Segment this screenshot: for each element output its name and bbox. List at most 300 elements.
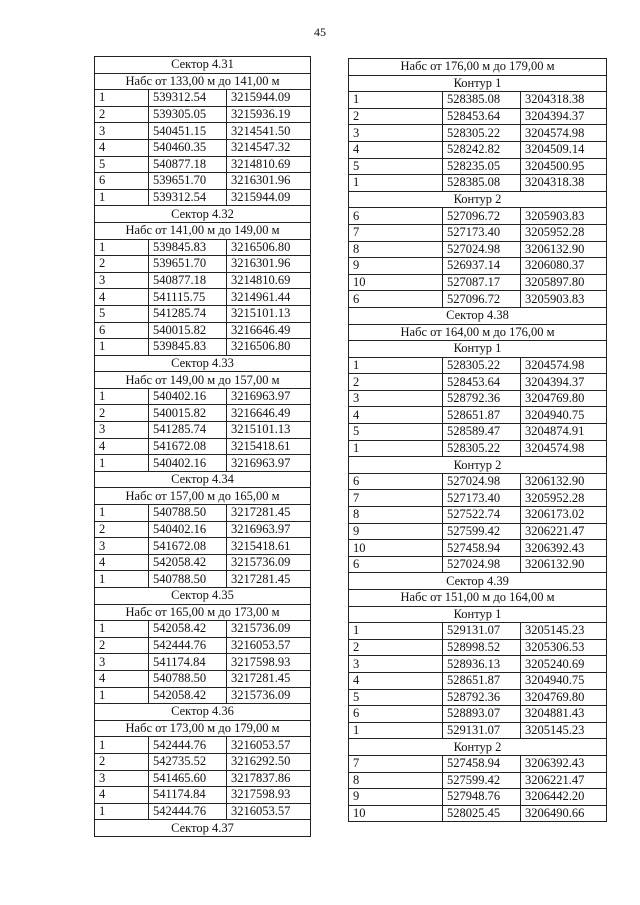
- y-coordinate: 3214810.69: [227, 156, 311, 173]
- coordinate-row: [95, 405, 311, 422]
- point-number: 10: [349, 805, 443, 822]
- coordinate-row: [95, 90, 311, 107]
- section-header: Сектор 4.39: [349, 573, 607, 590]
- section-header-row: [349, 739, 607, 756]
- coordinate-row: [95, 305, 311, 322]
- y-coordinate: 3204940.75: [521, 407, 607, 424]
- left-coordinates-table: [94, 56, 311, 837]
- x-coordinate: 539312.54: [149, 189, 227, 206]
- point-number: 2: [95, 521, 149, 538]
- y-coordinate: 3215944.09: [227, 189, 311, 206]
- coordinate-row: [95, 173, 311, 190]
- y-coordinate: 3205240.69: [521, 656, 607, 673]
- coordinate-row: [95, 571, 311, 588]
- point-number: 2: [349, 639, 443, 656]
- coordinate-row: [95, 139, 311, 156]
- section-header: Набс от 141,00 м до 149,00 м: [95, 222, 311, 239]
- point-number: 3: [349, 390, 443, 407]
- point-number: 2: [349, 374, 443, 391]
- x-coordinate: 540788.50: [149, 670, 227, 687]
- section-header: Набс от 173,00 м до 179,00 м: [95, 720, 311, 737]
- coordinate-row: [349, 507, 607, 524]
- y-coordinate: 3204318.38: [521, 175, 607, 192]
- coordinate-row: [349, 706, 607, 723]
- x-coordinate: 528589.47: [443, 424, 521, 441]
- y-coordinate: 3216646.49: [227, 322, 311, 339]
- x-coordinate: 540402.16: [149, 455, 227, 472]
- x-coordinate: 528453.64: [443, 108, 521, 125]
- coordinate-row: [95, 687, 311, 704]
- section-header-row: [95, 604, 311, 621]
- x-coordinate: 527024.98: [443, 473, 521, 490]
- coordinate-row: [95, 521, 311, 538]
- x-coordinate: 528305.22: [443, 125, 521, 142]
- x-coordinate: 528235.05: [443, 158, 521, 175]
- x-coordinate: 542058.42: [149, 621, 227, 638]
- x-coordinate: 528025.45: [443, 805, 521, 822]
- point-number: 5: [349, 689, 443, 706]
- point-number: 1: [95, 388, 149, 405]
- point-number: 4: [349, 141, 443, 158]
- coordinate-row: [349, 722, 607, 739]
- y-coordinate: 3204318.38: [521, 92, 607, 109]
- point-number: 3: [95, 654, 149, 671]
- point-number: 3: [349, 656, 443, 673]
- point-number: 4: [95, 787, 149, 804]
- y-coordinate: 3206132.90: [521, 556, 607, 573]
- coordinate-row: [95, 123, 311, 140]
- point-number: 4: [349, 407, 443, 424]
- point-number: 3: [95, 770, 149, 787]
- point-number: 3: [95, 123, 149, 140]
- coordinate-row: [349, 357, 607, 374]
- coordinate-row: [95, 554, 311, 571]
- y-coordinate: 3206221.47: [521, 772, 607, 789]
- y-coordinate: 3206442.20: [521, 789, 607, 806]
- x-coordinate: 540402.16: [149, 388, 227, 405]
- coordinate-row: [95, 156, 311, 173]
- point-number: 6: [95, 173, 149, 190]
- section-header: Сектор 4.33: [95, 355, 311, 372]
- y-coordinate: 3215736.09: [227, 554, 311, 571]
- x-coordinate: 528792.36: [443, 689, 521, 706]
- point-number: 10: [349, 540, 443, 557]
- coordinate-row: [95, 455, 311, 472]
- point-number: 4: [95, 438, 149, 455]
- point-number: 6: [349, 291, 443, 308]
- y-coordinate: 3214547.32: [227, 139, 311, 156]
- y-coordinate: 3204500.95: [521, 158, 607, 175]
- section-header: Сектор 4.34: [95, 471, 311, 488]
- section-header-row: [349, 324, 607, 341]
- coordinate-row: [349, 540, 607, 557]
- y-coordinate: 3205952.28: [521, 224, 607, 241]
- point-number: 8: [349, 507, 443, 524]
- y-coordinate: 3215936.19: [227, 106, 311, 123]
- coordinate-row: [95, 621, 311, 638]
- y-coordinate: 3216506.80: [227, 339, 311, 356]
- y-coordinate: 3204874.91: [521, 424, 607, 441]
- y-coordinate: 3216053.57: [227, 637, 311, 654]
- section-header-row: [349, 573, 607, 590]
- x-coordinate: 528998.52: [443, 639, 521, 656]
- point-number: 9: [349, 523, 443, 540]
- point-number: 2: [95, 106, 149, 123]
- x-coordinate: 528893.07: [443, 706, 521, 723]
- x-coordinate: 527096.72: [443, 291, 521, 308]
- x-coordinate: 540015.82: [149, 405, 227, 422]
- section-header: Сектор 4.35: [95, 588, 311, 605]
- y-coordinate: 3216053.57: [227, 737, 311, 754]
- point-number: 1: [95, 455, 149, 472]
- point-number: 1: [95, 339, 149, 356]
- coordinate-row: [349, 789, 607, 806]
- y-coordinate: 3216963.97: [227, 388, 311, 405]
- point-number: 5: [95, 156, 149, 173]
- section-header-row: [95, 704, 311, 721]
- x-coordinate: 527173.40: [443, 224, 521, 241]
- coordinate-row: [349, 208, 607, 225]
- x-coordinate: 541672.08: [149, 438, 227, 455]
- section-header-row: [349, 307, 607, 324]
- x-coordinate: 527599.42: [443, 523, 521, 540]
- section-header: Контур 2: [349, 457, 607, 474]
- coordinate-row: [349, 490, 607, 507]
- x-coordinate: 539651.70: [149, 173, 227, 190]
- coordinate-row: [95, 737, 311, 754]
- point-number: 9: [349, 258, 443, 275]
- right-coordinates-table: [348, 58, 607, 822]
- y-coordinate: 3204940.75: [521, 672, 607, 689]
- section-header-row: [95, 57, 311, 74]
- point-number: 3: [95, 422, 149, 439]
- y-coordinate: 3204769.80: [521, 390, 607, 407]
- y-coordinate: 3205145.23: [521, 722, 607, 739]
- coordinate-row: [349, 755, 607, 772]
- x-coordinate: 528651.87: [443, 672, 521, 689]
- coordinate-row: [95, 787, 311, 804]
- x-coordinate: 528305.22: [443, 440, 521, 457]
- coordinate-row: [95, 637, 311, 654]
- point-number: 2: [95, 256, 149, 273]
- point-number: 7: [349, 224, 443, 241]
- section-header: Контур 2: [349, 191, 607, 208]
- page-number: 45: [314, 25, 326, 39]
- y-coordinate: 3215418.61: [227, 538, 311, 555]
- coordinate-row: [349, 125, 607, 142]
- x-coordinate: 540015.82: [149, 322, 227, 339]
- x-coordinate: 542735.52: [149, 753, 227, 770]
- coordinate-row: [349, 141, 607, 158]
- x-coordinate: 527096.72: [443, 208, 521, 225]
- y-coordinate: 3216301.96: [227, 256, 311, 273]
- y-coordinate: 3205903.83: [521, 208, 607, 225]
- y-coordinate: 3217281.45: [227, 505, 311, 522]
- point-number: 5: [95, 305, 149, 322]
- coordinate-row: [349, 772, 607, 789]
- point-number: 4: [95, 554, 149, 571]
- coordinate-row: [349, 639, 607, 656]
- point-number: 5: [349, 158, 443, 175]
- point-number: 2: [95, 753, 149, 770]
- y-coordinate: 3214961.44: [227, 289, 311, 306]
- point-number: 6: [349, 208, 443, 225]
- point-number: 1: [95, 687, 149, 704]
- section-header-row: [95, 820, 311, 837]
- x-coordinate: 539312.54: [149, 90, 227, 107]
- y-coordinate: 3204394.37: [521, 374, 607, 391]
- x-coordinate: 541285.74: [149, 422, 227, 439]
- x-coordinate: 527948.76: [443, 789, 521, 806]
- point-number: 1: [95, 505, 149, 522]
- section-header-row: [95, 206, 311, 223]
- x-coordinate: 542058.42: [149, 554, 227, 571]
- coordinate-row: [349, 424, 607, 441]
- point-number: 4: [95, 139, 149, 156]
- point-number: 1: [349, 722, 443, 739]
- section-header-row: [95, 488, 311, 505]
- x-coordinate: 540877.18: [149, 156, 227, 173]
- coordinate-row: [95, 272, 311, 289]
- y-coordinate: 3204881.43: [521, 706, 607, 723]
- y-coordinate: 3217281.45: [227, 571, 311, 588]
- coordinate-row: [349, 108, 607, 125]
- point-number: 1: [95, 803, 149, 820]
- x-coordinate: 527087.17: [443, 274, 521, 291]
- point-number: 1: [349, 623, 443, 640]
- point-number: 1: [95, 189, 149, 206]
- section-header: Контур 1: [349, 606, 607, 623]
- x-coordinate: 527599.42: [443, 772, 521, 789]
- y-coordinate: 3206221.47: [521, 523, 607, 540]
- section-header: Набс от 149,00 м до 157,00 м: [95, 372, 311, 389]
- y-coordinate: 3214541.50: [227, 123, 311, 140]
- section-header-row: [95, 588, 311, 605]
- y-coordinate: 3216506.80: [227, 239, 311, 256]
- section-header: Контур 1: [349, 341, 607, 358]
- coordinate-row: [349, 440, 607, 457]
- point-number: 3: [349, 125, 443, 142]
- section-header-row: [95, 720, 311, 737]
- point-number: 2: [95, 405, 149, 422]
- point-number: 6: [95, 322, 149, 339]
- x-coordinate: 539305.05: [149, 106, 227, 123]
- x-coordinate: 542058.42: [149, 687, 227, 704]
- x-coordinate: 541174.84: [149, 787, 227, 804]
- y-coordinate: 3205897.80: [521, 274, 607, 291]
- section-header: Набс от 133,00 м до 141,00 м: [95, 73, 311, 90]
- coordinate-row: [349, 258, 607, 275]
- coordinate-row: [95, 770, 311, 787]
- x-coordinate: 541465.60: [149, 770, 227, 787]
- y-coordinate: 3216963.97: [227, 455, 311, 472]
- coordinate-row: [95, 753, 311, 770]
- y-coordinate: 3216646.49: [227, 405, 311, 422]
- x-coordinate: 541672.08: [149, 538, 227, 555]
- y-coordinate: 3217281.45: [227, 670, 311, 687]
- y-coordinate: 3204509.14: [521, 141, 607, 158]
- coordinate-row: [349, 390, 607, 407]
- y-coordinate: 3216053.57: [227, 803, 311, 820]
- x-coordinate: 541174.84: [149, 654, 227, 671]
- section-header: Контур 1: [349, 75, 607, 92]
- y-coordinate: 3216963.97: [227, 521, 311, 538]
- y-coordinate: 3215736.09: [227, 687, 311, 704]
- coordinate-row: [349, 805, 607, 822]
- coordinate-row: [95, 670, 311, 687]
- section-header-row: [95, 355, 311, 372]
- point-number: 1: [349, 440, 443, 457]
- coordinate-row: [349, 291, 607, 308]
- point-number: 4: [95, 670, 149, 687]
- coordinate-row: [349, 623, 607, 640]
- coordinate-row: [349, 241, 607, 258]
- x-coordinate: 528305.22: [443, 357, 521, 374]
- coordinate-row: [95, 322, 311, 339]
- section-header: Сектор 4.36: [95, 704, 311, 721]
- section-header-row: [349, 590, 607, 607]
- section-header: Набс от 157,00 м до 165,00 м: [95, 488, 311, 505]
- x-coordinate: 541115.75: [149, 289, 227, 306]
- point-number: 6: [349, 556, 443, 573]
- y-coordinate: 3215944.09: [227, 90, 311, 107]
- section-header-row: [349, 341, 607, 358]
- section-header: Сектор 4.38: [349, 307, 607, 324]
- x-coordinate: 541285.74: [149, 305, 227, 322]
- coordinate-row: [349, 556, 607, 573]
- x-coordinate: 527458.94: [443, 540, 521, 557]
- x-coordinate: 540460.35: [149, 139, 227, 156]
- point-number: 6: [349, 473, 443, 490]
- point-number: 1: [95, 737, 149, 754]
- x-coordinate: 527458.94: [443, 755, 521, 772]
- y-coordinate: 3204574.98: [521, 440, 607, 457]
- x-coordinate: 540451.15: [149, 123, 227, 140]
- section-header-row: [349, 457, 607, 474]
- x-coordinate: 527522.74: [443, 507, 521, 524]
- y-coordinate: 3206392.43: [521, 540, 607, 557]
- y-coordinate: 3206080.37: [521, 258, 607, 275]
- coordinate-row: [95, 422, 311, 439]
- point-number: 4: [349, 672, 443, 689]
- point-number: 8: [349, 772, 443, 789]
- y-coordinate: 3206132.90: [521, 473, 607, 490]
- section-header-row: [349, 606, 607, 623]
- y-coordinate: 3215418.61: [227, 438, 311, 455]
- coordinate-row: [95, 505, 311, 522]
- section-header-row: [349, 191, 607, 208]
- x-coordinate: 539845.83: [149, 239, 227, 256]
- coordinate-row: [95, 106, 311, 123]
- coordinate-row: [349, 158, 607, 175]
- x-coordinate: 528792.36: [443, 390, 521, 407]
- point-number: 1: [95, 90, 149, 107]
- x-coordinate: 528453.64: [443, 374, 521, 391]
- y-coordinate: 3216292.50: [227, 753, 311, 770]
- point-number: 1: [349, 175, 443, 192]
- x-coordinate: 527024.98: [443, 556, 521, 573]
- point-number: 10: [349, 274, 443, 291]
- y-coordinate: 3205145.23: [521, 623, 607, 640]
- section-header-row: [95, 222, 311, 239]
- x-coordinate: 529131.07: [443, 623, 521, 640]
- coordinate-row: [349, 175, 607, 192]
- coordinate-row: [349, 407, 607, 424]
- point-number: 7: [349, 755, 443, 772]
- y-coordinate: 3204574.98: [521, 125, 607, 142]
- point-number: 5: [349, 424, 443, 441]
- point-number: 4: [95, 289, 149, 306]
- point-number: 8: [349, 241, 443, 258]
- y-coordinate: 3215101.13: [227, 305, 311, 322]
- y-coordinate: 3215736.09: [227, 621, 311, 638]
- section-header: Сектор 4.32: [95, 206, 311, 223]
- point-number: 1: [349, 357, 443, 374]
- x-coordinate: 542444.76: [149, 803, 227, 820]
- x-coordinate: 528651.87: [443, 407, 521, 424]
- coordinate-row: [95, 256, 311, 273]
- coordinate-row: [95, 388, 311, 405]
- x-coordinate: 528242.82: [443, 141, 521, 158]
- coordinate-row: [95, 339, 311, 356]
- y-coordinate: 3205903.83: [521, 291, 607, 308]
- coordinate-row: [95, 654, 311, 671]
- section-header: Набс от 164,00 м до 176,00 м: [349, 324, 607, 341]
- x-coordinate: 528385.08: [443, 92, 521, 109]
- point-number: 2: [349, 108, 443, 125]
- section-header-row: [349, 75, 607, 92]
- coordinate-row: [95, 538, 311, 555]
- coordinate-row: [349, 656, 607, 673]
- point-number: 1: [95, 621, 149, 638]
- section-header: Сектор 4.31: [95, 57, 311, 74]
- y-coordinate: 3214810.69: [227, 272, 311, 289]
- x-coordinate: 528936.13: [443, 656, 521, 673]
- x-coordinate: 527024.98: [443, 241, 521, 258]
- section-header: Набс от 176,00 м до 179,00 м: [349, 59, 607, 76]
- point-number: 1: [95, 571, 149, 588]
- coordinate-row: [349, 274, 607, 291]
- section-header-row: [95, 372, 311, 389]
- coordinate-row: [349, 224, 607, 241]
- point-number: 2: [95, 637, 149, 654]
- x-coordinate: 540402.16: [149, 521, 227, 538]
- section-header: Контур 2: [349, 739, 607, 756]
- x-coordinate: 540877.18: [149, 272, 227, 289]
- y-coordinate: 3205306.53: [521, 639, 607, 656]
- y-coordinate: 3204574.98: [521, 357, 607, 374]
- coordinate-row: [349, 473, 607, 490]
- y-coordinate: 3206490.66: [521, 805, 607, 822]
- coordinate-row: [349, 523, 607, 540]
- y-coordinate: 3216301.96: [227, 173, 311, 190]
- x-coordinate: 527173.40: [443, 490, 521, 507]
- x-coordinate: 539845.83: [149, 339, 227, 356]
- point-number: 6: [349, 706, 443, 723]
- coordinate-row: [349, 689, 607, 706]
- point-number: 7: [349, 490, 443, 507]
- coordinate-row: [95, 289, 311, 306]
- coordinate-row: [95, 239, 311, 256]
- y-coordinate: 3206173.02: [521, 507, 607, 524]
- y-coordinate: 3215101.13: [227, 422, 311, 439]
- section-header: Набс от 151,00 м до 164,00 м: [349, 590, 607, 607]
- point-number: 9: [349, 789, 443, 806]
- y-coordinate: 3206392.43: [521, 755, 607, 772]
- x-coordinate: 542444.76: [149, 737, 227, 754]
- section-header: Сектор 4.37: [95, 820, 311, 837]
- coordinate-row: [349, 92, 607, 109]
